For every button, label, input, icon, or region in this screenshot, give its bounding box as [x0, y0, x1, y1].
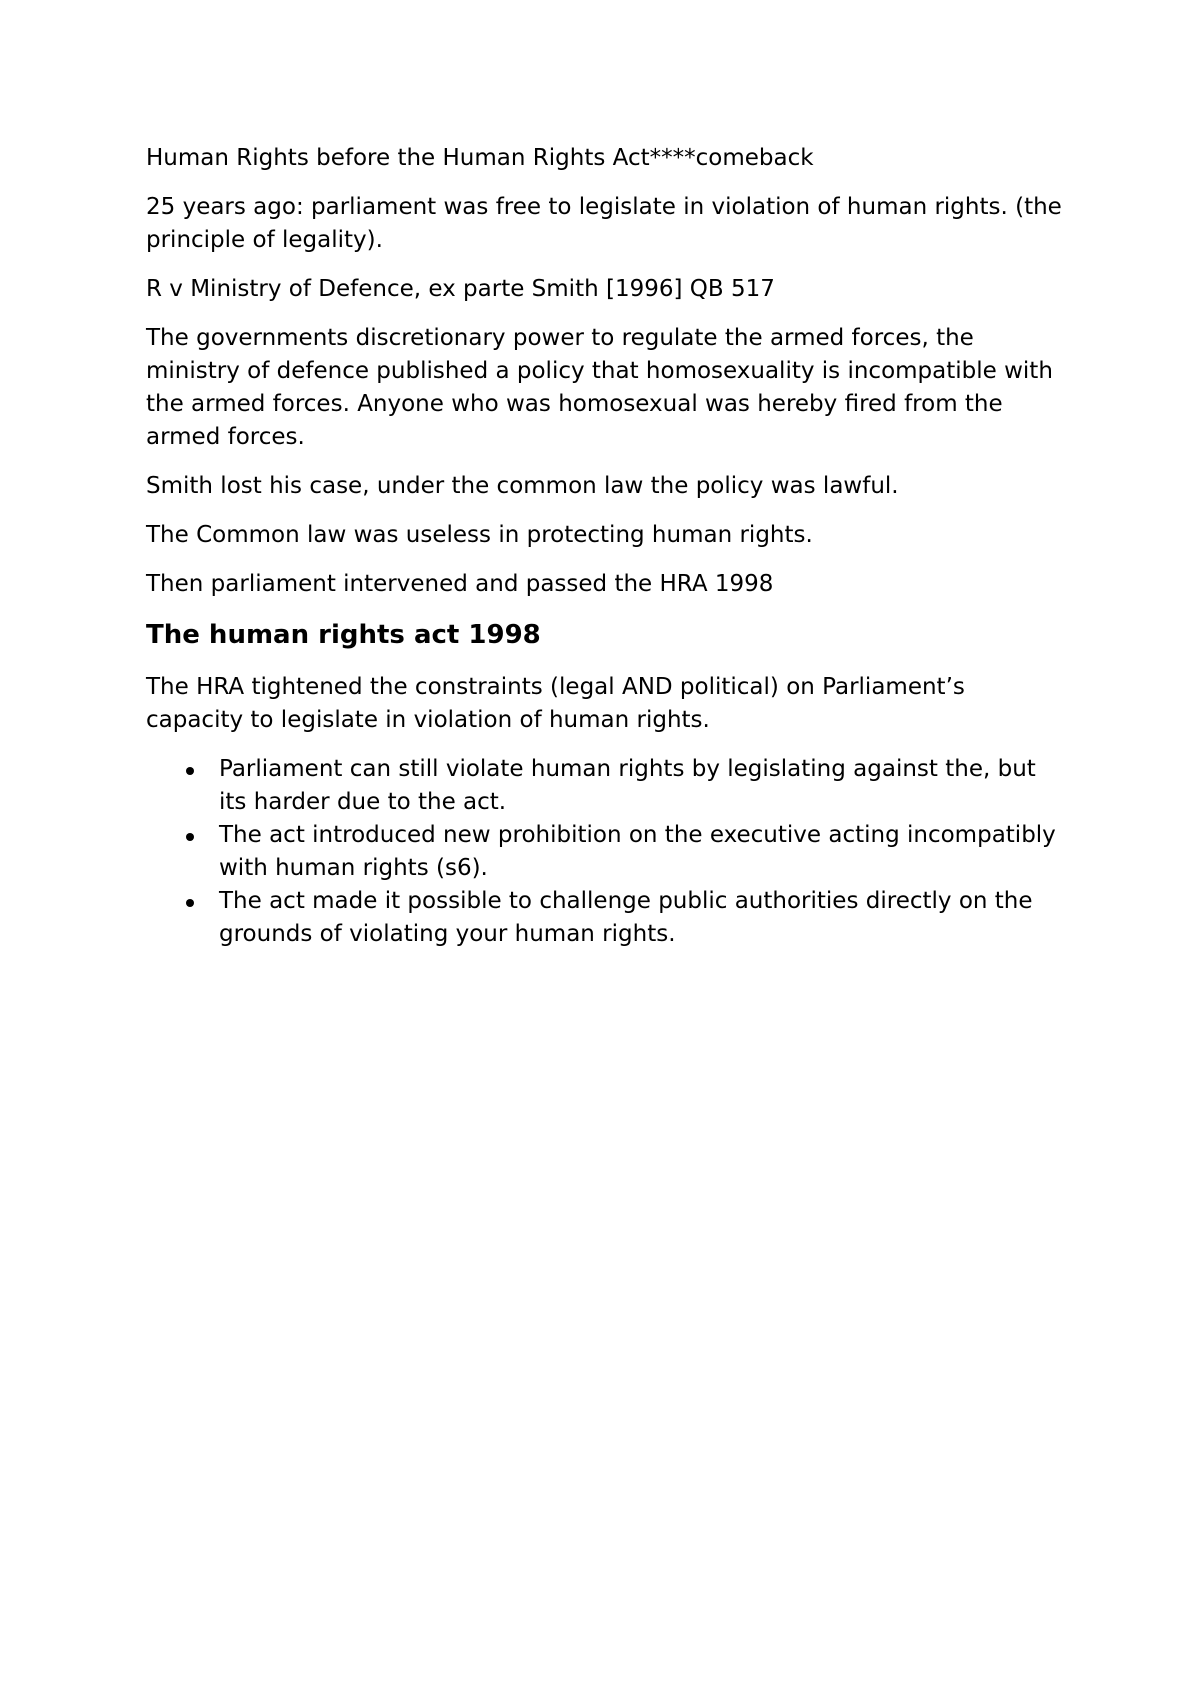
list-item-text: Parliament can still violate human rights by legislating against the, but its harder due to the act. — [219, 756, 1036, 815]
paragraph-parliament-intervened: Then parliament intervened and passed the HRA 1998 — [146, 571, 774, 597]
document-page — [146, 142, 1066, 951]
paragraph-case-facts: The governments discretionary power to regulate the armed forces, the ministry of defence published a policy that homosexuality is incompatible with the armed forces. Anyone who was homosexual was hereby fired from the armed forces. — [146, 325, 1053, 450]
list-item — [146, 819, 1066, 885]
paragraph-common-law-useless: The Common law was useless in protecting human rights. — [146, 522, 813, 548]
paragraph-case-citation: R v Ministry of Defence, ex parte Smith [1996] QB 517 — [146, 276, 775, 302]
list-item — [146, 885, 1066, 951]
bullet-icon — [186, 899, 194, 907]
paragraph-title-line: Human Rights before the Human Rights Act****comeback — [146, 145, 814, 171]
paragraph-hra-tightened: The HRA tightened the constraints (legal AND political) on Parliament’s capacity to legislate in violation of human rights. — [146, 674, 965, 733]
list-item-text: The act made it possible to challenge public authorities directly on the grounds of violating your human rights. — [219, 888, 1033, 947]
paragraph-25-years-ago: 25 years ago: parliament was free to legislate in violation of human rights. (the principle of legality). — [146, 194, 1062, 253]
bullet-list — [146, 753, 1066, 951]
list-item-text: The act introduced new prohibition on the executive acting incompatibly with human rights (s6). — [219, 822, 1056, 881]
paragraph-smith-lost: Smith lost his case, under the common law the policy was lawful. — [146, 473, 899, 499]
bullet-icon — [186, 767, 194, 775]
list-item — [146, 753, 1066, 819]
section-heading: The human rights act 1998 — [146, 620, 541, 650]
bullet-icon — [186, 833, 194, 841]
